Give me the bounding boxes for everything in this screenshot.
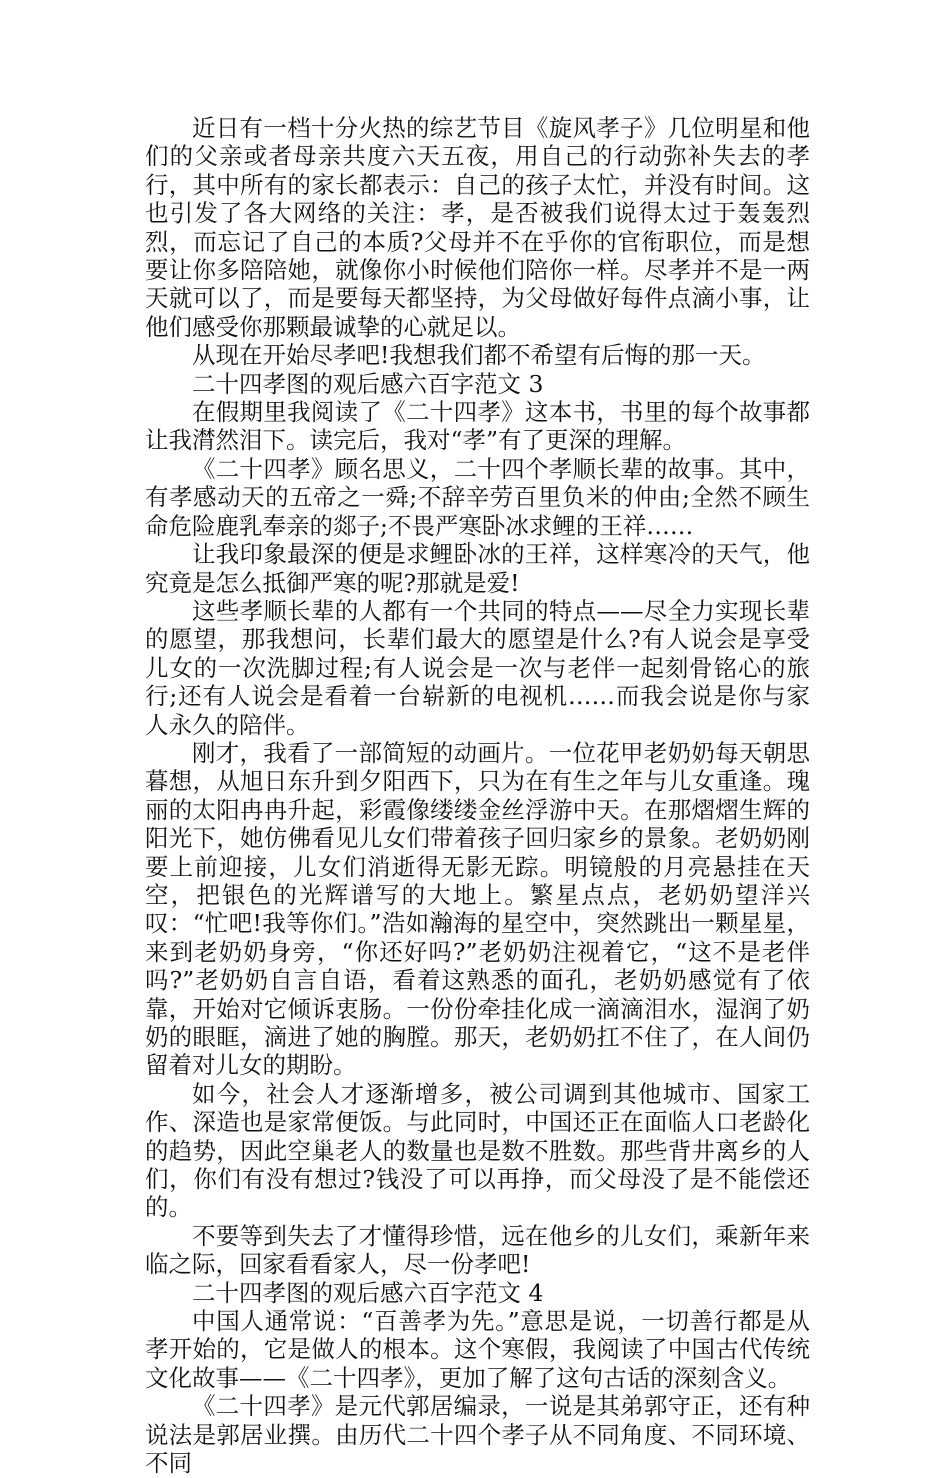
- paragraph: 中国人通常说：“百善孝为先。”意思是说，一切善行都是从孝开始的，它是做人的根本。这个寒假，我阅读了中国古代传统文化故事——《二十四孝》，更加了解了这句古话的深刻含义。: [145, 1307, 810, 1392]
- document-body: [145, 114, 810, 1478]
- paragraph: 《二十四孝》是元代郭居编录，一说是其弟郭守正，还有种说法是郭居业撰。由历代二十四个孝子从不同角度、不同环境、不同: [145, 1392, 810, 1478]
- paragraph: 这些孝顺长辈的人都有一个共同的特点——尽全力实现长辈的愿望，那我想问，长辈们最大的愿望是什么?有人说会是享受儿女的一次洗脚过程;有人说会是一次与老伴一起刻骨铭心的旅行;还有人说会是看着一台崭新的电视机……而我会说是你与家人永久的陪伴。: [145, 596, 810, 739]
- paragraph: 不要等到失去了才懂得珍惜，远在他乡的儿女们，乘新年来临之际，回家看看家人，尽一份孝吧!: [145, 1221, 810, 1279]
- paragraph: 在假期里我阅读了《二十四孝》这本书，书里的每个故事都让我潸然泪下。读完后，我对“孝”有了更深的理解。: [145, 398, 810, 455]
- paragraph: 让我印象最深的便是求鲤卧冰的王祥，这样寒冷的天气，他究竟是怎么抵御严寒的呢?那就是爱!: [145, 540, 810, 597]
- paragraph: 从现在开始尽孝吧!我想我们都不希望有后悔的那一天。: [192, 341, 766, 370]
- paragraph: 《二十四孝》顾名思义，二十四个孝顺长辈的故事。其中，有孝感动天的五帝之一舜;不辞辛劳百里负米的仲由;全然不顾生命危险鹿乳奉亲的郯子;不畏严寒卧冰求鲤的王祥……: [145, 454, 810, 540]
- paragraph: 如今，社会人才逐渐增多，被公司调到其他城市、国家工作、深造也是家常便饭。与此同时，中国还正在面临人口老龄化的趋势，因此空巢老人的数量也是数不胜数。那些背井离乡的人们，你们有没有想过?钱没了可以再挣，而父母没了是不能偿还的。: [145, 1079, 810, 1222]
- paragraph: 近日有一档十分火热的综艺节目《旋风孝子》几位明星和他们的父亲或者母亲共度六天五夜，用自己的行动弥补失去的孝行，其中所有的家长都表示：自己的孩子太忙，并没有时间。这也引发了各大网络的关注：孝，是否被我们说得太过于轰轰烈烈，而忘记了自己的本质?父母并不在乎你的官衔职位，而是想要让你多陪陪她，就像你小时候他们陪你一样。尽孝并不是一两天就可以了，而是要每天都坚持，为父母做好每件点滴小事，让他们感受你那颗最诚挚的心就足以。: [145, 114, 810, 341]
- section-heading: 二十四孝图的观后感六百字范文 3: [192, 369, 544, 398]
- section-heading: 二十四孝图的观后感六百字范文 4: [192, 1278, 544, 1307]
- paragraph: 刚才，我看了一部简短的动画片。一位花甲老奶奶每天朝思暮想，从旭日东升到夕阳西下，只为在有生之年与儿女重逢。瑰丽的太阳冉冉升起，彩霞像缕缕金丝浮游中天。在那熠熠生辉的阳光下，她仿佛看见儿女们带着孩子回归家乡的景象。老奶奶刚要上前迎接，儿女们消逝得无影无踪。明镜般的月亮悬挂在天空，把银色的光辉谱写的大地上。繁星点点，老奶奶望洋兴叹：“忙吧!我等你们。”浩如瀚海的星空中，突然跳出一颗星星，来到老奶奶身旁，“你还好吗?”老奶奶注视着它，“这不是老伴吗?”老奶奶自言自语，看着这熟悉的面孔，老奶奶感觉有了依靠，开始对它倾诉衷肠。一份份牵挂化成一滴滴泪水，湿润了奶奶的眼眶，滴进了她的胸膛。那天，老奶奶扛不住了，在人间仍留着对儿女的期盼。: [145, 738, 810, 1080]
